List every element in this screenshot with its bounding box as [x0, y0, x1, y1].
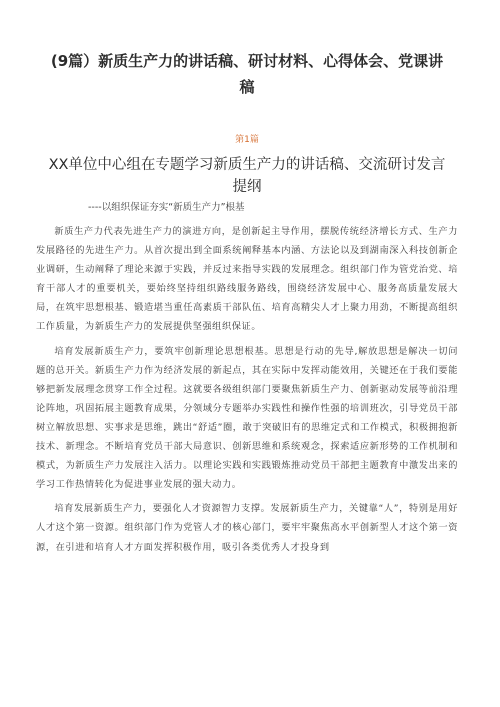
body-paragraph: 新质生产力代表先进生产力的演进方向，是创新起主导作用，摆脱传统经济增长方式、生产力发展路径的先进生产力。从首次提出到全面系统阐释基本内涵、方法论以及到湖南深入科技创新企业调研，生动阐释了理论来源于实践，并反过来指导实践的发展理念。组织部门作为管党治党、培育干部人才的重要机关，要始终坚持组织路线服务路线，围绕经济发展中心、服务高质量发展大局，在筑牢思想根基、锻造堪当重任高素质干部队伍、培育高精尖人才上聚力用劲，不断提高组织工作质量，为新质生产力的发展提供坚强组织保证。: [36, 226, 458, 333]
document-title: (9篇）新质生产力的讲话稿、研讨材料、心得体会、党课讲稿: [50, 52, 444, 96]
body-paragraph: 培育发展新质生产力，要筑牢创新理论思想根基。思想是行动的先导,解放思想是解决一切问题的总开关。新质生产力作为经济发展的新起点，其在实际中发挥动能效用，关键还在于我们要能够把新发展理念贯穿工作全过程。这就要各级组织部门要聚焦新质生产力、创新驱动发展等前沿理论阵地，巩固拓展主题教育成果，分领域分专题举办实践性和操作性强的培训班次，引导党员干部树立解放思想、实事求是思维，跳出“舒适”圈，敢于突破旧有的思维定式和工作模式，积极拥抱新技术、新理念。不断培育党员干部大局意识、创新思维和系统观念，探索适应新形势的工作机制和模式，为新质生产力发展注入活力。以理论实践和实践锻炼推动党员干部把主题教育中激发出来的学习工作热情转化为促进事业发展的强大动力。: [36, 345, 458, 491]
section-title: XX单位中心组在专题学习新质生产力的讲话稿、交流研讨发言提纲: [48, 157, 446, 195]
body-paragraph: 培育发展新质生产力，要强化人才资源智力支撑。发展新质生产力，关键靠“人”，特别是用好人才这个第一资源。组织部门作为党管人才的核心部门，要牢牢聚焦高水平创新型人才这个第一资源，在引进和培育人才方面发挥积极作用，吸引各类优秀人才投身到: [36, 503, 458, 553]
section-subtitle: ----以组织保证夯实“新质生产力”根基: [88, 202, 245, 213]
section-label: 第1篇: [235, 135, 259, 145]
